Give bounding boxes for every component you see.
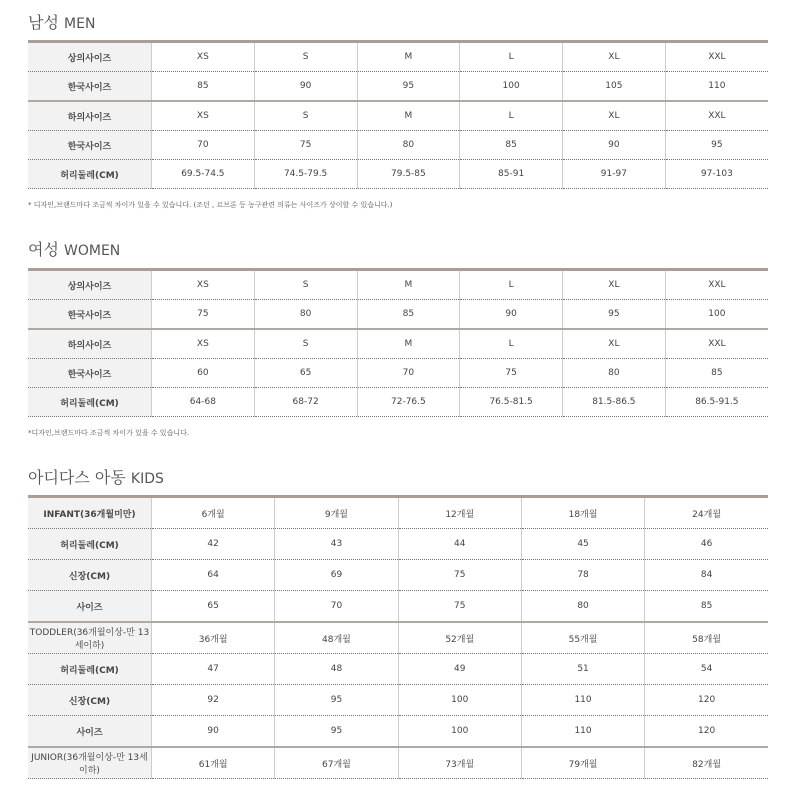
men-title [28, 10, 95, 33]
row-label: 하의사이즈 [28, 101, 152, 131]
men-title-ko: 남성 [28, 13, 59, 32]
table-cell: 85 [665, 359, 768, 388]
table-cell: 82개월 [645, 747, 768, 779]
table-cell: 43 [275, 529, 398, 560]
table-cell: 68-72 [254, 388, 357, 417]
men-title-en: MEN [64, 16, 96, 32]
row-label: 허리둘레(CM) [28, 388, 152, 417]
table-row [28, 270, 768, 300]
table-cell: M [357, 101, 460, 131]
table-cell: M [357, 42, 460, 72]
table-cell: XXL [665, 101, 768, 131]
table-cell: 72-76.5 [357, 388, 460, 417]
table-cell: 85-91 [460, 160, 563, 189]
table-cell: XL [563, 329, 666, 359]
row-label: 한국사이즈 [28, 359, 152, 388]
row-label: TODDLER(36개월이상-만 13세이하) [28, 622, 152, 654]
row-label: 신장(CM) [28, 685, 152, 716]
table-cell: S [254, 42, 357, 72]
women-note: *디자인,브랜드마다 조금씩 차이가 있을 수 있습니다. [28, 429, 190, 437]
row-label: 상의사이즈 [28, 42, 152, 72]
women-title-ko: 여성 [28, 240, 59, 259]
table-row [28, 529, 768, 560]
table-cell: 95 [563, 300, 666, 330]
men-note: * 디자인,브랜드마다 조금씩 차이가 있을 수 있습니다. (조던 , 르브론 등 농구관련 의류는 사이즈가 상이할 수 있습니다.) [28, 201, 393, 209]
table-cell: 100 [665, 300, 768, 330]
table-cell: 46 [645, 529, 768, 560]
table-cell: 81.5-86.5 [563, 388, 666, 417]
table-cell: 79.5-85 [357, 160, 460, 189]
table-cell: 70 [357, 359, 460, 388]
table-row [28, 160, 768, 189]
row-label: 허리둘레(CM) [28, 529, 152, 560]
row-label: INFANT(36개월미만) [28, 497, 152, 529]
table-cell: XS [152, 101, 255, 131]
table-cell: L [460, 101, 563, 131]
table-cell: 78 [521, 560, 644, 591]
table-cell: 90 [254, 72, 357, 102]
table-row [28, 359, 768, 388]
table-cell: 92 [152, 685, 275, 716]
table-cell: 64-68 [152, 388, 255, 417]
table-cell: 80 [357, 131, 460, 160]
table-cell: 65 [254, 359, 357, 388]
table-cell: 95 [275, 716, 398, 748]
table-cell: 75 [398, 560, 521, 591]
table-cell: 69 [275, 560, 398, 591]
table-row [28, 591, 768, 623]
table-cell: 80 [563, 359, 666, 388]
table-cell: XS [152, 42, 255, 72]
table-cell: 54 [645, 654, 768, 685]
table-cell: 90 [563, 131, 666, 160]
table-cell: 80 [254, 300, 357, 330]
table-cell: 52개월 [398, 622, 521, 654]
table-cell: 65 [152, 591, 275, 623]
table-cell: 24개월 [645, 497, 768, 529]
table-row [28, 560, 768, 591]
table-row [28, 329, 768, 359]
table-cell: 51 [521, 654, 644, 685]
table-cell: 86.5-91.5 [665, 388, 768, 417]
table-row [28, 72, 768, 102]
kids-title-ko: 아디다스 아동 [28, 468, 126, 487]
table-cell: 45 [521, 529, 644, 560]
table-cell: 49 [398, 654, 521, 685]
table-cell: 85 [460, 131, 563, 160]
row-label: 한국사이즈 [28, 300, 152, 330]
row-label: 허리둘레(CM) [28, 654, 152, 685]
table-cell: 36개월 [152, 622, 275, 654]
table-cell: XXL [665, 270, 768, 300]
table-cell: 76.5-81.5 [460, 388, 563, 417]
table-cell: 73개월 [398, 747, 521, 779]
women-title [28, 237, 120, 260]
table-cell: 95 [275, 685, 398, 716]
table-cell: XXL [665, 42, 768, 72]
table-row [28, 622, 768, 654]
table-cell: 85 [357, 300, 460, 330]
table-cell: XS [152, 329, 255, 359]
table-cell: 90 [460, 300, 563, 330]
table-cell: 95 [357, 72, 460, 102]
row-label: 하의사이즈 [28, 329, 152, 359]
table-cell: 60 [152, 359, 255, 388]
row-label: 신장(CM) [28, 560, 152, 591]
table-cell: 9개월 [275, 497, 398, 529]
table-cell: 100 [398, 716, 521, 748]
table-cell: 100 [460, 72, 563, 102]
row-label: JUNIOR(36개월이상-만 13세이하) [28, 747, 152, 779]
table-cell: 12개월 [398, 497, 521, 529]
table-cell: S [254, 270, 357, 300]
table-cell: 44 [398, 529, 521, 560]
table-cell: M [357, 270, 460, 300]
table-row [28, 101, 768, 131]
table-row [28, 131, 768, 160]
table-cell: 110 [521, 685, 644, 716]
table-cell: 70 [152, 131, 255, 160]
row-label: 한국사이즈 [28, 72, 152, 102]
table-cell: 48 [275, 654, 398, 685]
table-cell: 80 [521, 591, 644, 623]
table-cell: 58개월 [645, 622, 768, 654]
table-cell: 18개월 [521, 497, 644, 529]
table-cell: 110 [521, 716, 644, 748]
row-label: 사이즈 [28, 591, 152, 623]
table-cell: 75 [398, 591, 521, 623]
women-size-table [28, 268, 768, 417]
table-row [28, 497, 768, 529]
table-row [28, 716, 768, 748]
table-cell: 90 [152, 716, 275, 748]
table-row [28, 747, 768, 779]
table-cell: XL [563, 270, 666, 300]
table-cell: 64 [152, 560, 275, 591]
table-cell: 70 [275, 591, 398, 623]
table-cell: 75 [460, 359, 563, 388]
table-cell: 47 [152, 654, 275, 685]
row-label: 한국사이즈 [28, 131, 152, 160]
table-row [28, 300, 768, 330]
table-cell: 84 [645, 560, 768, 591]
table-cell: 61개월 [152, 747, 275, 779]
table-cell: XL [563, 42, 666, 72]
table-cell: 105 [563, 72, 666, 102]
table-cell: 69.5-74.5 [152, 160, 255, 189]
kids-title [28, 465, 164, 488]
table-row [28, 388, 768, 417]
table-cell: S [254, 329, 357, 359]
table-cell: 42 [152, 529, 275, 560]
table-cell: 6개월 [152, 497, 275, 529]
men-size-table [28, 40, 768, 189]
table-cell: L [460, 270, 563, 300]
table-row [28, 42, 768, 72]
table-cell: 55개월 [521, 622, 644, 654]
table-cell: M [357, 329, 460, 359]
kids-title-en: KIDS [130, 471, 164, 487]
table-cell: 97-103 [665, 160, 768, 189]
table-cell: 110 [665, 72, 768, 102]
table-cell: 120 [645, 685, 768, 716]
table-cell: S [254, 101, 357, 131]
table-cell: XXL [665, 329, 768, 359]
table-cell: 85 [152, 72, 255, 102]
table-cell: 79개월 [521, 747, 644, 779]
table-cell: 75 [152, 300, 255, 330]
row-label: 사이즈 [28, 716, 152, 748]
table-cell: XL [563, 101, 666, 131]
table-row [28, 654, 768, 685]
table-row [28, 685, 768, 716]
row-label: 허리둘레(CM) [28, 160, 152, 189]
table-cell: L [460, 42, 563, 72]
table-cell: 85 [645, 591, 768, 623]
table-cell: 91-97 [563, 160, 666, 189]
table-cell: 95 [665, 131, 768, 160]
table-cell: L [460, 329, 563, 359]
kids-size-table [28, 495, 768, 779]
table-cell: 48개월 [275, 622, 398, 654]
table-cell: XS [152, 270, 255, 300]
table-cell: 74.5-79.5 [254, 160, 357, 189]
women-title-en: WOMEN [64, 243, 121, 259]
table-cell: 100 [398, 685, 521, 716]
table-cell: 120 [645, 716, 768, 748]
table-cell: 67개월 [275, 747, 398, 779]
table-cell: 75 [254, 131, 357, 160]
row-label: 상의사이즈 [28, 270, 152, 300]
